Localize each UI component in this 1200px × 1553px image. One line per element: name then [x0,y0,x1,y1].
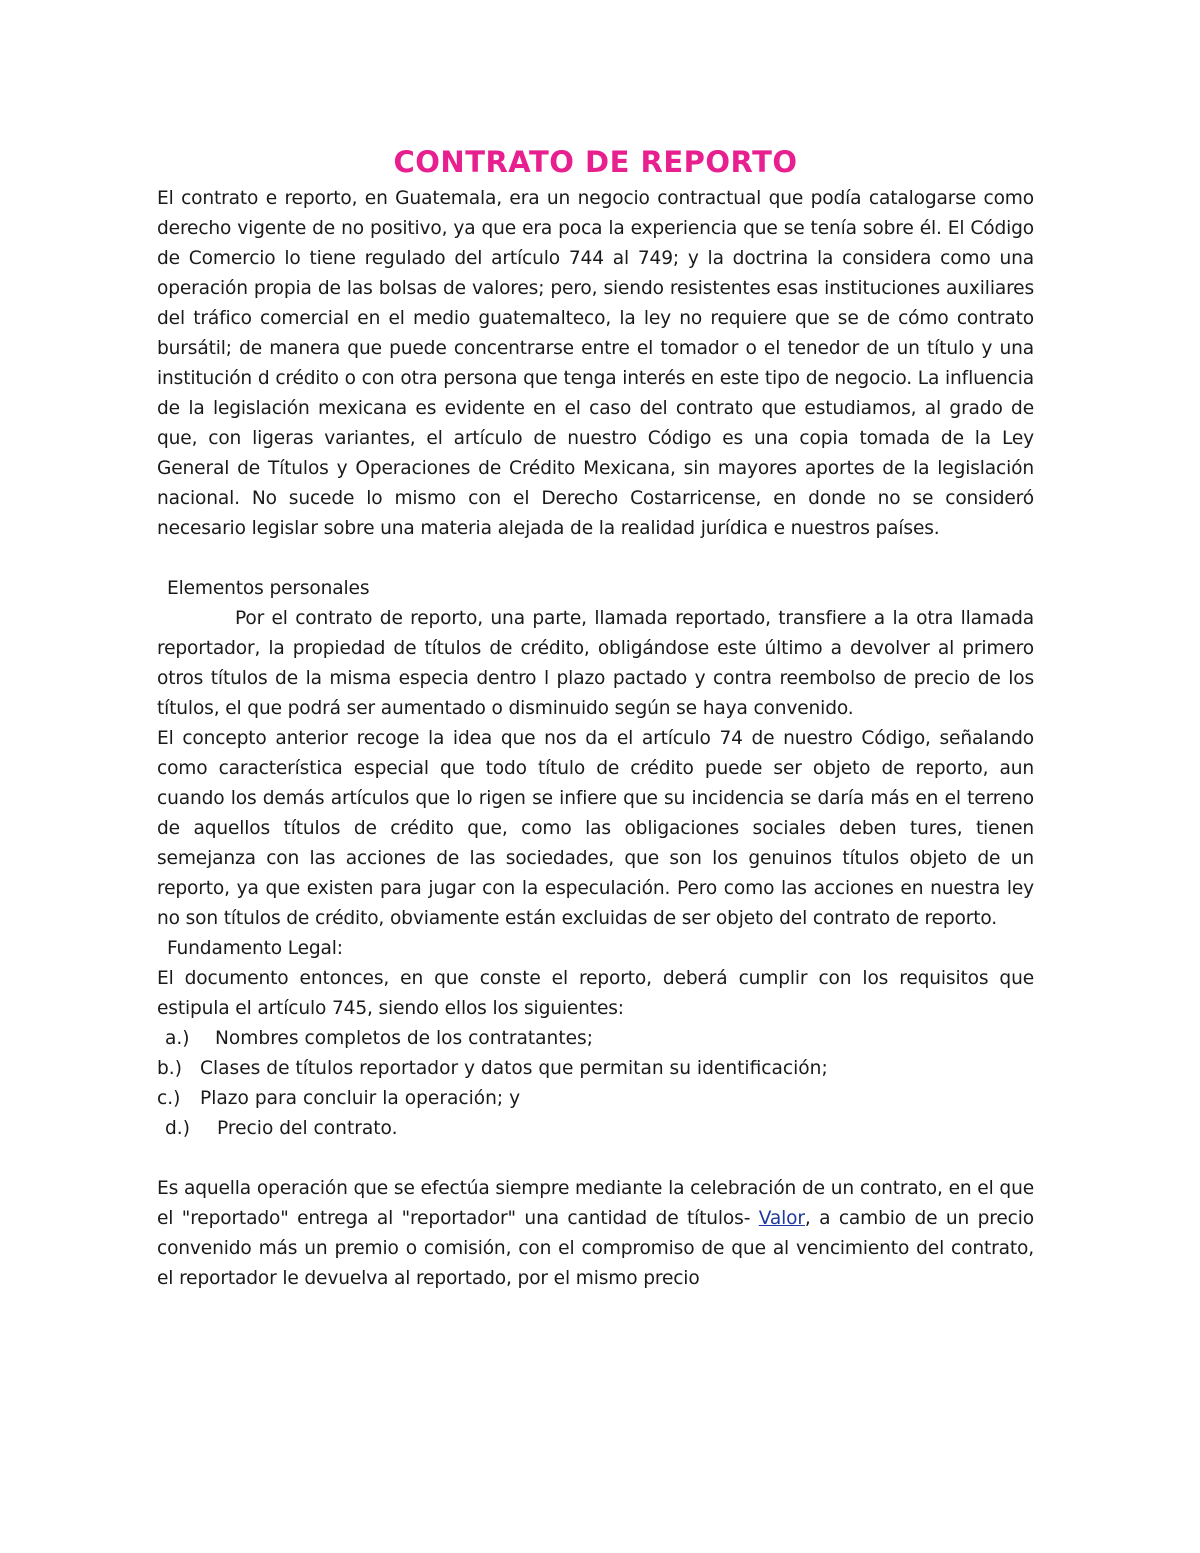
list-item [157,1084,1034,1114]
list-item-text: Precio del contrato. [217,1118,398,1139]
list-marker: a.) [165,1028,190,1049]
list-item [157,1114,1034,1144]
document-page [157,142,1034,1294]
documento-paragraph: El documento entonces, en que conste el reporto, deberá cumplir con los requisitos que estipula el artículo 745, siendo ellos los siguientes: [157,968,1034,1019]
final-paragraph [157,1174,1034,1294]
valor-link[interactable]: Valor [758,1208,805,1229]
list-marker: d.) [165,1118,190,1139]
list-item-text: Nombres completos de los contratantes; [215,1028,594,1049]
blank-line [157,1144,1034,1174]
list-item [157,1054,1034,1084]
requisitos-list [157,1024,1034,1144]
heading-fundamento-legal: Fundamento Legal: [167,938,343,959]
list-item-text: Plazo para concluir la operación; y [200,1088,521,1109]
list-marker: b.) [157,1058,182,1079]
list-marker: c.) [157,1088,181,1109]
heading-elementos-personales: Elementos personales [167,578,370,599]
final-text-before-link: Es aquella operación que se efectúa siempre mediante la celebración de un contrato, en el que el "reportado" entrega al "reportador" una cantidad de títulos- [157,1178,1034,1229]
final-text-after-link: , a cambio de un precio convenido más un premio o comisión, con el compromiso de que al vencimiento del contrato, el reportador le devuelva al reportado, por el mismo precio [157,1208,1034,1289]
list-item-text: Clases de títulos reportador y datos que permitan su identificación; [200,1058,828,1079]
blank-line [157,544,1034,574]
intro-paragraph: El contrato e reporto, en Guatemala, era un negocio contractual que podía catalogarse como derecho vigente de no positivo, ya que era poca la experiencia que se tenía sobre él. El Código de Comercio lo tiene regulado del artículo 744 al 749; y la doctrina la considera como una operación propia de las bolsas de valores; pero, siendo resistentes esas instituciones auxiliares del tráfico comercial en el medio guatemalteco, la ley no requiere que se de cómo contrato bursátil; de manera que puede concentrarse entre el tomador o el tenedor de un título y una institución d crédito o con otra persona que tenga interés en este tipo de negocio. La influencia de la legislación mexicana es evidente en el caso del contrato que estudiamos, al grado de que, con ligeras variantes, el artículo de nuestro Código es una copia tomada de la Ley General de Títulos y Operaciones de Crédito Mexicana, sin mayores aportes de la legislación nacional. No sucede lo mismo con el Derecho Costarricense, en donde no se consideró necesario legislar sobre una materia alejada de la realidad jurídica e nuestros países. [157,188,1034,539]
document-title: CONTRATO DE REPORTO [393,145,798,179]
list-item [157,1024,1034,1054]
elementos-paragraph: Por el contrato de reporto, una parte, llamada reportado, transfiere a la otra llamada reportador, la propiedad de títulos de crédito, obligándose este último a devolver al primero otros títulos de la misma especia dentro l plazo pactado y contra reembolso de precio de los títulos, el que podrá ser aumentado o disminuido según se haya convenido. [157,608,1034,719]
concepto-paragraph: El concepto anterior recoge la idea que nos da el artículo 74 de nuestro Código, señalando como característica especial que todo título de crédito puede ser objeto de reporto, aun cuando los demás artículos que lo rigen se infiere que su incidencia se daría más en el terreno de aquellos títulos de crédito que, como las obligaciones sociales deben tures, tienen semejanza con las acciones de las sociedades, que son los genuinos títulos objeto de un reporto, ya que existen para jugar con la especulación. Pero como las acciones en nuestra ley no son títulos de crédito, obviamente están excluidas de ser objeto del contrato de reporto. [157,728,1034,929]
